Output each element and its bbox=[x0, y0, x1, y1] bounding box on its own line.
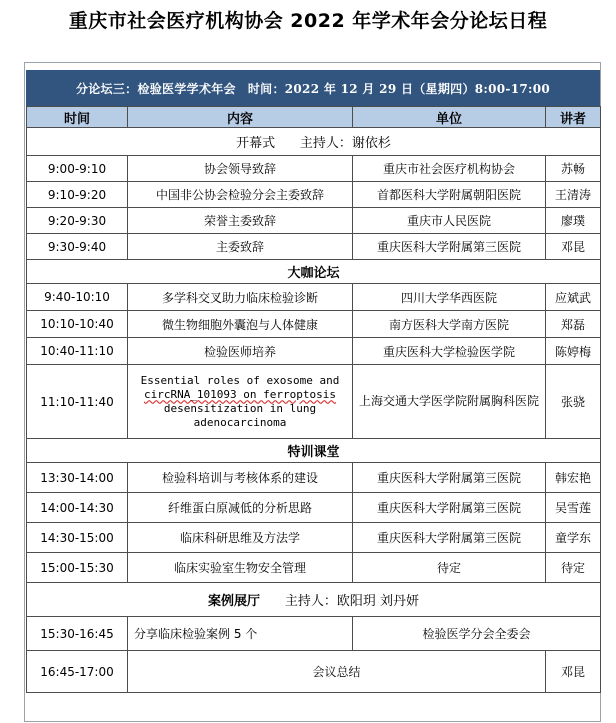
table-row bbox=[27, 617, 601, 651]
speaker-cell: 应斌武 bbox=[546, 284, 601, 311]
time-cell: 15:00-15:30 bbox=[27, 553, 128, 583]
forum-section-label: 大咖论坛 bbox=[27, 260, 601, 284]
time-cell: 14:30-15:00 bbox=[27, 523, 128, 553]
speaker-cell: 吴雪莲 bbox=[546, 493, 601, 523]
content-cell: 荣誉主委致辞 bbox=[128, 208, 353, 234]
time-cell: 15:30-16:45 bbox=[27, 617, 128, 651]
column-header-speaker: 讲者 bbox=[546, 107, 601, 128]
content-line-part: circRNA_101093 on bbox=[143, 387, 264, 401]
content-cell: 中国非公协会检验分会主委致辞 bbox=[128, 182, 353, 208]
table-row bbox=[27, 365, 601, 439]
content-cell: 会议总结 bbox=[128, 651, 546, 693]
speaker-cell: 韩宏艳 bbox=[546, 463, 601, 493]
unit-cell: 四川大学华西医院 bbox=[353, 284, 546, 311]
speaker-cell: 童学东 bbox=[546, 523, 601, 553]
table-row bbox=[27, 651, 601, 693]
speaker-cell: 廖璞 bbox=[546, 208, 601, 234]
content-line: desensitization in lung bbox=[163, 401, 317, 415]
schedule-table bbox=[26, 106, 601, 693]
content-cell: 检验医师培养 bbox=[128, 338, 353, 365]
forum-name: 分论坛三：检验医学学术年会 bbox=[75, 81, 236, 96]
table-row bbox=[27, 284, 601, 311]
speaker-cell: 苏畅 bbox=[546, 156, 601, 182]
content-cell: 多学科交叉助力临床检验诊断 bbox=[128, 284, 353, 311]
table-row bbox=[27, 493, 601, 523]
table-row bbox=[27, 208, 601, 234]
content-cell: 协会领导致辞 bbox=[128, 156, 353, 182]
unit-cell: 重庆医科大学附属第三医院 bbox=[353, 234, 546, 260]
unit-cell: 上海交通大学医学院附属胸科医院 bbox=[353, 365, 546, 439]
time-cell: 9:40-10:10 bbox=[27, 284, 128, 311]
unit-cell: 重庆医科大学附属第三医院 bbox=[353, 523, 546, 553]
unit-cell: 待定 bbox=[353, 553, 546, 583]
column-header-content: 内容 bbox=[128, 107, 353, 128]
case-section-row bbox=[27, 583, 601, 617]
speaker-cell: 邓昆 bbox=[546, 651, 601, 693]
time-cell: 16:45-17:00 bbox=[27, 651, 128, 693]
speaker-cell: 邓昆 bbox=[546, 234, 601, 260]
content-cell: 临床实验室生物安全管理 bbox=[128, 553, 353, 583]
content-line: Essential roles of exosome and bbox=[140, 373, 340, 387]
table-row bbox=[27, 338, 601, 365]
forum-banner bbox=[26, 70, 600, 106]
opening-label: 开幕式 bbox=[236, 136, 276, 151]
table-row bbox=[27, 553, 601, 583]
training-section-label: 特训课堂 bbox=[27, 439, 601, 463]
content-cell: 微生物细胞外囊泡与人体健康 bbox=[128, 311, 353, 338]
time-cell: 10:10-10:40 bbox=[27, 311, 128, 338]
unit-cell: 重庆市人民医院 bbox=[353, 208, 546, 234]
content-cell: 分享临床检验案例 5 个 bbox=[128, 617, 353, 651]
forum-section-row bbox=[27, 260, 601, 284]
table-row bbox=[27, 234, 601, 260]
time-cell: 11:10-11:40 bbox=[27, 365, 128, 439]
time-cell: 9:10-9:20 bbox=[27, 182, 128, 208]
unit-cell: 检验医学分会全委会 bbox=[353, 617, 601, 651]
page-title: 重庆市社会医疗机构协会 2022 年学术年会分论坛日程 bbox=[68, 10, 548, 32]
header-row bbox=[27, 107, 601, 128]
unit-cell: 重庆医科大学检验医学院 bbox=[353, 338, 546, 365]
column-header-time: 时间 bbox=[27, 107, 128, 128]
content-line bbox=[131, 388, 349, 402]
content-line-part: ferroptosis bbox=[263, 387, 337, 401]
case-section-host: 主持人：欧阳玥 刘丹妍 bbox=[284, 594, 419, 609]
column-header-unit: 单位 bbox=[353, 107, 546, 128]
opening-section-row bbox=[27, 128, 601, 156]
unit-cell: 首都医科大学附属朝阳医院 bbox=[353, 182, 546, 208]
table-row bbox=[27, 156, 601, 182]
unit-cell: 重庆医科大学附属第三医院 bbox=[353, 493, 546, 523]
training-section-row bbox=[27, 439, 601, 463]
table-row bbox=[27, 523, 601, 553]
speaker-cell: 张骁 bbox=[546, 365, 601, 439]
table-row bbox=[27, 463, 601, 493]
content-line: adenocarcinoma bbox=[193, 415, 287, 429]
content-cell: 纤维蛋白原减低的分析思路 bbox=[128, 493, 353, 523]
table-row bbox=[27, 311, 601, 338]
opening-host: 主持人：谢依杉 bbox=[299, 136, 391, 151]
content-cell: 临床科研思维及方法学 bbox=[128, 523, 353, 553]
time-cell: 9:00-9:10 bbox=[27, 156, 128, 182]
time-cell: 14:00-14:30 bbox=[27, 493, 128, 523]
speaker-cell: 陈婷梅 bbox=[546, 338, 601, 365]
time-cell: 9:30-9:40 bbox=[27, 234, 128, 260]
forum-time: 时间：2022 年 12 月 29 日（星期四）8:00-17:00 bbox=[247, 81, 551, 96]
time-cell: 9:20-9:30 bbox=[27, 208, 128, 234]
speaker-cell: 王清涛 bbox=[546, 182, 601, 208]
unit-cell: 南方医科大学南方医院 bbox=[353, 311, 546, 338]
speaker-cell: 郑磊 bbox=[546, 311, 601, 338]
case-section-label: 案例展厅 bbox=[208, 594, 261, 609]
time-cell: 13:30-14:00 bbox=[27, 463, 128, 493]
time-cell: 10:40-11:10 bbox=[27, 338, 128, 365]
unit-cell: 重庆市社会医疗机构协会 bbox=[353, 156, 546, 182]
speaker-cell: 待定 bbox=[546, 553, 601, 583]
unit-cell: 重庆医科大学附属第三医院 bbox=[353, 463, 546, 493]
table-row bbox=[27, 182, 601, 208]
content-cell bbox=[128, 365, 353, 439]
content-cell: 检验科培训与考核体系的建设 bbox=[128, 463, 353, 493]
content-cell: 主委致辞 bbox=[128, 234, 353, 260]
